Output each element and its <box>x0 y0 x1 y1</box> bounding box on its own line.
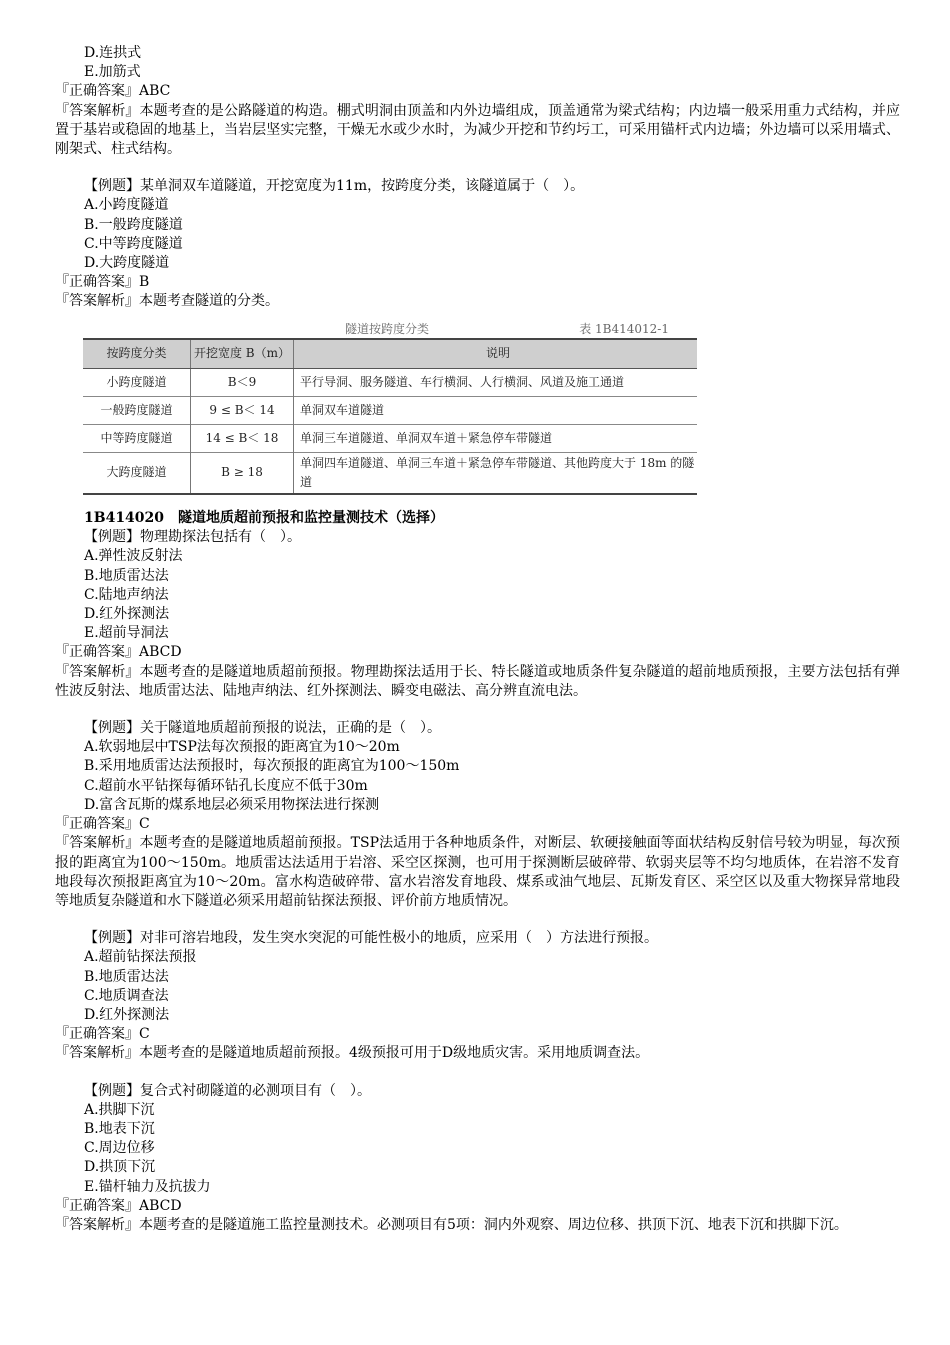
table-caption <box>83 318 697 338</box>
question-5: 【例题】复合式衬砌隧道的必测项目有（ ）。 <box>84 1082 371 1099</box>
table-cell: 单洞三车道隧道、单洞双车道＋紧急停车带隧道 <box>294 424 698 452</box>
table-cell: 中等跨度隧道 <box>83 424 191 452</box>
question-2: 【例题】物理勘探法包括有（ ）。 <box>84 529 301 546</box>
option-c: C.周边位移 <box>84 1140 155 1157</box>
table-row <box>83 452 697 494</box>
table-header: 开挖宽度 B（m） <box>191 339 294 369</box>
option-b: B.地质雷达法 <box>84 968 169 985</box>
correct-answer: 『正确答案』ABCD <box>55 644 182 661</box>
answer-analysis: 『答案解析』本题考查隧道的分类。 <box>55 293 279 310</box>
table-cell: 小跨度隧道 <box>83 368 191 396</box>
option-e: E.锚杆轴力及抗拔力 <box>84 1178 211 1195</box>
option-e: E.超前导洞法 <box>84 625 169 642</box>
answer-analysis: 『答案解析』本题考查的是隧道地质超前预报。TSP法适用于各种地质条件，对断层、软硬接触面等面状结构反射信号较为明显，每次预报的距离宜为100～150m。地质雷达法适用于岩溶、采空区探测，也可用于探测断层破碎带、软弱夹层等不均匀地质体，在岩溶不发育地段每次预报距离宜为10～20m。富水构造破碎带、富水岩溶发育地段、煤系或油气地层、瓦斯发育区、采空区以及重大物探异常地段等地质复杂隧道和水下隧道必须采用超前钻探法预报、评价前方地质情况。 <box>55 835 900 909</box>
option-a: A.弹性波反射法 <box>84 548 183 565</box>
option-b: B.地表下沉 <box>84 1120 155 1137</box>
question-1: 【例题】某单洞双车道隧道，开挖宽度为11m，按跨度分类，该隧道属于（ ）。 <box>84 178 585 195</box>
option-d: D.大跨度隧道 <box>84 255 170 272</box>
option-a: A.软弱地层中TSP法每次预报的距离宜为10～20m <box>84 739 400 756</box>
option-c: C.超前水平钻探每循环钻孔长度应不低于30m <box>84 777 368 794</box>
table-cell: 9 ≤ B＜ 14 <box>191 396 294 424</box>
answer-analysis: 『答案解析』本题考查的是公路隧道的构造。棚式明洞由顶盖和内外边墙组成，顶盖通常为梁式结构；内边墙一般采用重力式结构，并应置于基岩或稳固的地基上，当岩层坚实完整，干燥无水或少水时，为减少开挖和节约圬工，可采用锚杆式内边墙；外边墙可以采用墙式、刚架式、柱式结构。 <box>55 102 900 158</box>
table-cell: 平行导洞、服务隧道、车行横洞、人行横洞、风道及施工通道 <box>294 368 698 396</box>
table-cell: 大跨度隧道 <box>83 452 191 494</box>
question-3: 【例题】关于隧道地质超前预报的说法，正确的是（ ）。 <box>84 720 441 737</box>
correct-answer: 『正确答案』B <box>55 274 150 291</box>
question-4: 【例题】对非可溶岩地段，发生突水突泥的可能性极小的地质，应采用（ ）方法进行预报。 <box>84 930 658 947</box>
option-d: D.红外探测法 <box>84 606 170 623</box>
option-d: D.连拱式 <box>84 45 142 61</box>
table-row <box>83 424 697 452</box>
section-heading: 1B414020 隧道地质超前预报和监控量测技术（选择） <box>84 510 445 527</box>
correct-answer: 『正确答案』C <box>55 1026 150 1043</box>
option-a: A.拱脚下沉 <box>84 1101 155 1118</box>
option-b: B.地质雷达法 <box>84 567 169 584</box>
table-header: 按跨度分类 <box>83 339 191 369</box>
option-c: C.陆地声纳法 <box>84 586 169 603</box>
correct-answer: 『正确答案』ABCD <box>55 1197 182 1214</box>
option-c: C.中等跨度隧道 <box>84 235 183 252</box>
table-cell: 单洞双车道隧道 <box>294 396 698 424</box>
option-a: A.小跨度隧道 <box>84 197 169 214</box>
table <box>83 338 697 495</box>
table-row <box>83 396 697 424</box>
correct-answer: 『正确答案』ABC <box>55 83 171 100</box>
option-e: E.加筋式 <box>84 64 141 81</box>
tunnel-span-table <box>83 318 697 495</box>
option-b: B.采用地质雷达法预报时，每次预报的距离宜为100～150m <box>84 758 460 775</box>
table-cell: 单洞四车道隧道、单洞三车道＋紧急停车带隧道、其他跨度大于 18m 的隧道 <box>294 452 698 494</box>
option-d: D.拱顶下沉 <box>84 1159 156 1176</box>
option-c: C.地质调查法 <box>84 987 169 1004</box>
answer-analysis: 『答案解析』本题考查的是隧道施工监控量测技术。必测项目有5项：洞内外观察、周边位移、拱顶下沉、地表下沉和拱脚下沉。 <box>55 1216 848 1233</box>
correct-answer: 『正确答案』C <box>55 816 150 833</box>
answer-analysis: 『答案解析』本题考查的是隧道地质超前预报。4级预报可用于D级地质灾害。采用地质调查法。 <box>55 1045 650 1062</box>
option-d: D.红外探测法 <box>84 1006 170 1023</box>
answer-analysis: 『答案解析』本题考查的是隧道地质超前预报。物理勘探法适用于长、特长隧道或地质条件复杂隧道的超前地质预报，主要方法包括有弹性波反射法、地质雷达法、陆地声纳法、红外探测法、瞬变电磁法、高分辨直流电法。 <box>55 663 900 699</box>
table-cell: 一般跨度隧道 <box>83 396 191 424</box>
table-number: 表 1B414012-1 <box>579 321 669 336</box>
table-header-row <box>83 339 697 369</box>
table-row <box>83 368 697 396</box>
option-b: B.一般跨度隧道 <box>84 216 183 233</box>
table-header: 说明 <box>294 339 698 369</box>
document-page <box>55 44 900 1235</box>
option-d: D.富含瓦斯的煤系地层必须采用物探法进行探测 <box>84 796 380 813</box>
table-title: 隧道按跨度分类 <box>345 321 430 336</box>
option-a: A.超前钻探法预报 <box>84 949 197 966</box>
table-cell: B＜9 <box>191 368 294 396</box>
table-cell: 14 ≤ B＜ 18 <box>191 424 294 452</box>
table-cell: B ≥ 18 <box>191 452 294 494</box>
